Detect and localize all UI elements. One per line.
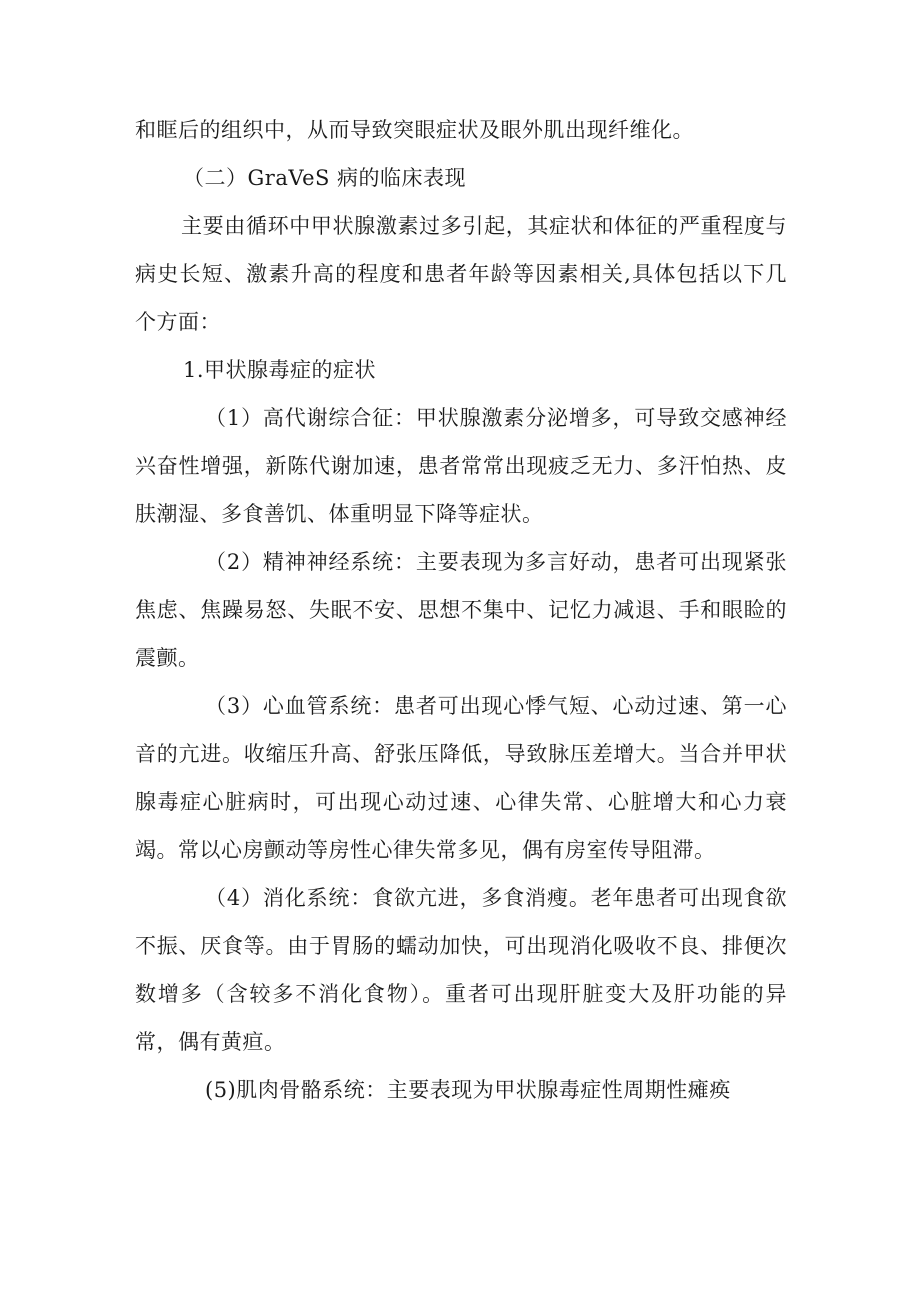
document-body xyxy=(135,106,787,1114)
paragraph-intro: 主要由循环中甲状腺激素过多引起，其症状和体征的严重程度与病史长短、激素升高的程度和患者年龄等因素相关,具体包括以下几个方面： xyxy=(135,214,787,334)
paragraph-item-2: （2）精神神经系统：主要表现为多言好动，患者可出现紧张焦虑、焦躁易怒、失眠不安、思想不集中、记忆力减退、手和眼睑的震颤。 xyxy=(135,550,787,670)
paragraph-item-4: （4）消化系统：食欲亢进，多食消瘦。老年患者可出现食欲不振、厌食等。由于胃肠的蠕动加快，可出现消化吸收不良、排便次数增多（含较多不消化食物）。重者可出现肝脏变大及肝功能的异常，偶有黄疸。 xyxy=(135,886,787,1054)
subsection-heading: 1.甲状腺毒症的症状 xyxy=(183,358,377,382)
paragraph-item-1: （1）高代谢综合征：甲状腺激素分泌增多，可导致交感神经兴奋性增强，新陈代谢加速，患者常常出现疲乏无力、多汗怕热、皮肤潮湿、多食善饥、体重明显下降等症状。 xyxy=(135,406,787,526)
paragraph-continuation: 和眶后的组织中，从而导致突眼症状及眼外肌出现纤维化。 xyxy=(135,118,694,142)
paragraph-item-5: (5)肌肉骨骼系统：主要表现为甲状腺毒症性周期性瘫痪 xyxy=(205,1078,731,1102)
paragraph-item-3: （3）心血管系统：患者可出现心悸气短、心动过速、第一心音的亢进。收缩压升高、舒张压降低，导致脉压差增大。当合并甲状腺毒症心脏病时，可出现心动过速、心律失常、心脏增大和心力衰竭。常以心房颤动等房性心律失常多见，偶有房室传导阻滞。 xyxy=(135,694,787,862)
section-heading: （二）GraVeS 病的临床表现 xyxy=(183,166,467,190)
